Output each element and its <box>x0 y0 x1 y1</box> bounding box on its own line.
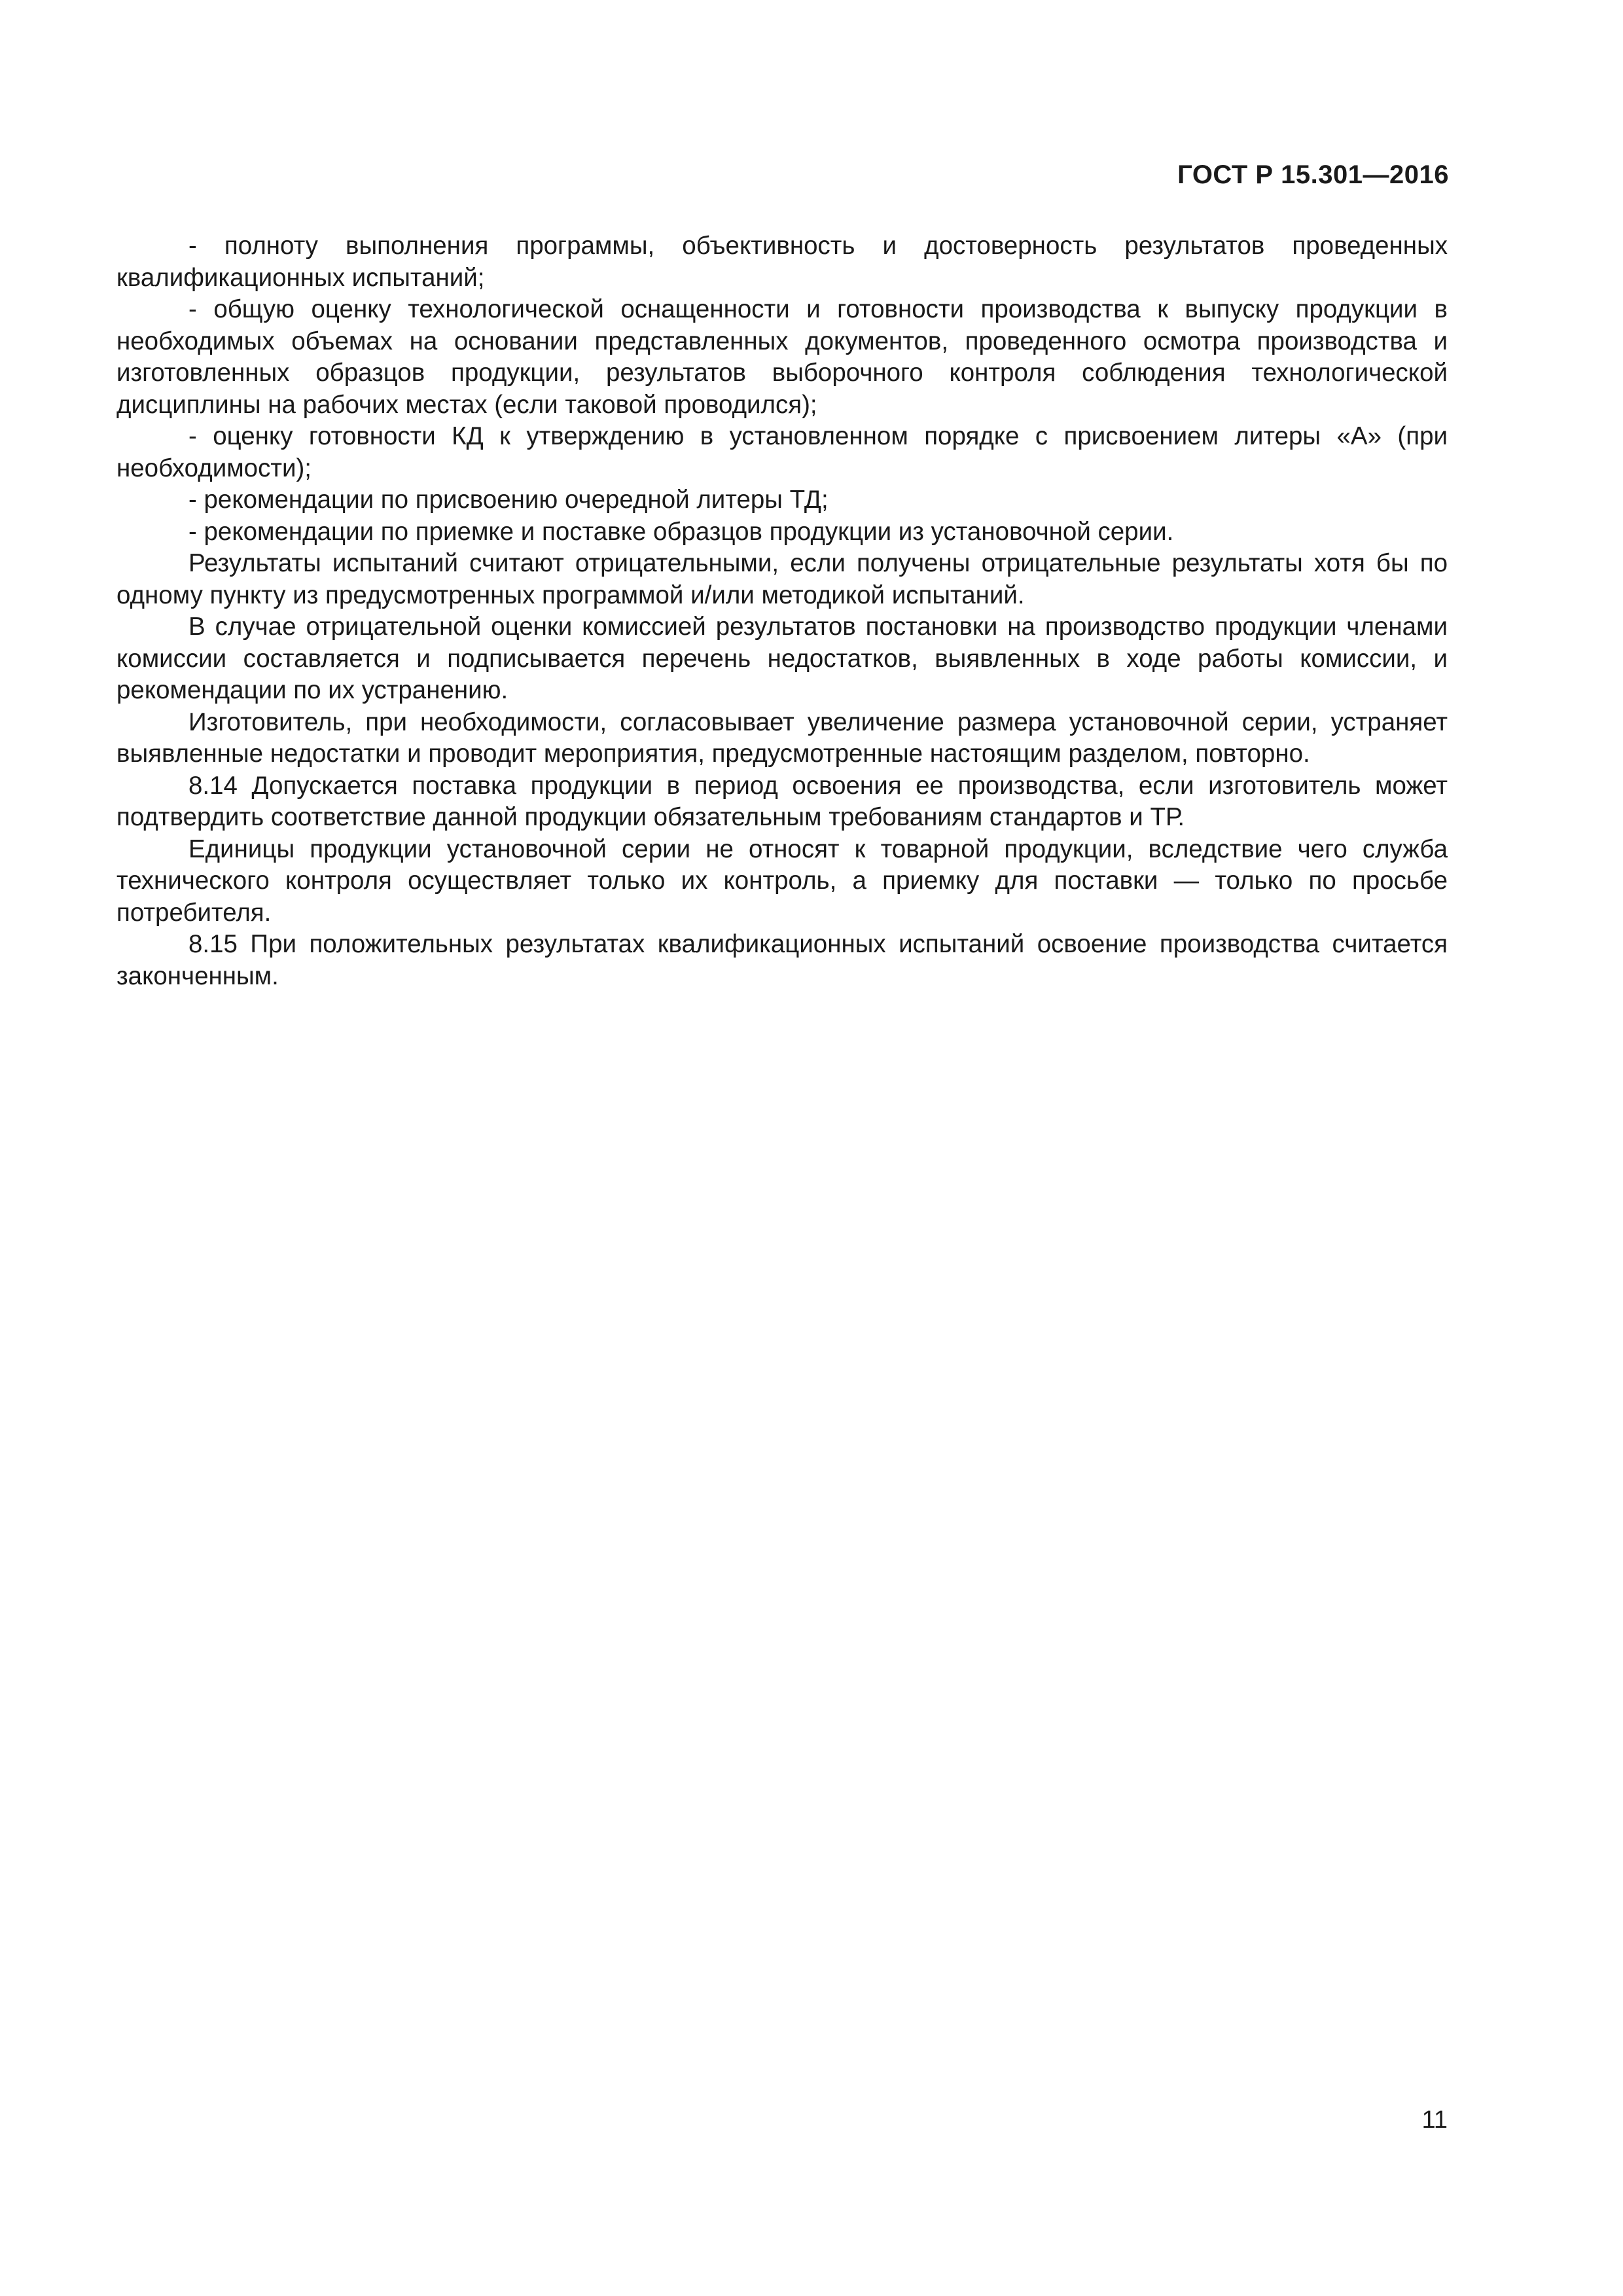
paragraph-item: - общую оценку технологической оснащенности и готовности производства к выпуску продукции в необходимых объемах на основании представленных документов, проведенного осмотра производства и изготовленных образцов продукции, результатов выборочного контроля соблюдения технологической дисциплины на рабочих местах (если таковой проводился); <box>116 295 1448 419</box>
paragraph-item: Результаты испытаний считают отрицательными, если получены отрицательные результаты хотя бы по одному пункту из предусмотренных программой и/или методикой испытаний. <box>116 549 1448 609</box>
document-body <box>116 230 1448 992</box>
document-header: ГОСТ Р 15.301—2016 <box>1177 160 1449 189</box>
paragraph-item: - полноту выполнения программы, объективность и достоверность результатов проведенных квалификационных испытаний; <box>116 232 1448 292</box>
paragraph-item: - рекомендации по присвоению очередной литеры ТД; <box>188 486 829 514</box>
paragraph-item: - оценку готовности КД к утверждению в установленном порядке с присвоением литеры «А» (при необходимости); <box>116 422 1448 482</box>
paragraph-item: В случае отрицательной оценки комиссией результатов постановки на производство продукции членами комиссии составляется и подписывается перечень недостатков, выявленных в ходе работы комиссии, и рекомендации по их устранению. <box>116 613 1448 704</box>
paragraph-item: - рекомендации по приемке и поставке образцов продукции из установочной серии. <box>188 517 1174 546</box>
paragraph-item: 8.15 При положительных результатах квалификационных испытаний освоение производства считается законченным. <box>116 930 1448 990</box>
paragraph-item: Единицы продукции установочной серии не относят к товарной продукции, вследствие чего служба технического контроля осуществляет только их контроль, а приемку для поставки — только по просьбе потребителя. <box>116 834 1448 927</box>
page-number: 11 <box>1421 2106 1448 2134</box>
paragraph-item: Изготовитель, при необходимости, согласовывает увеличение размера установочной серии, устраняет выявленные недостатки и проводит мероприятия, предусмотренные настоящим разделом, повторно. <box>116 708 1448 768</box>
paragraph-item: 8.14 Допускается поставка продукции в период освоения ее производства, если изготовитель может подтвердить соответствие данной продукции обязательным требованиям стандартов и ТР. <box>116 771 1448 831</box>
